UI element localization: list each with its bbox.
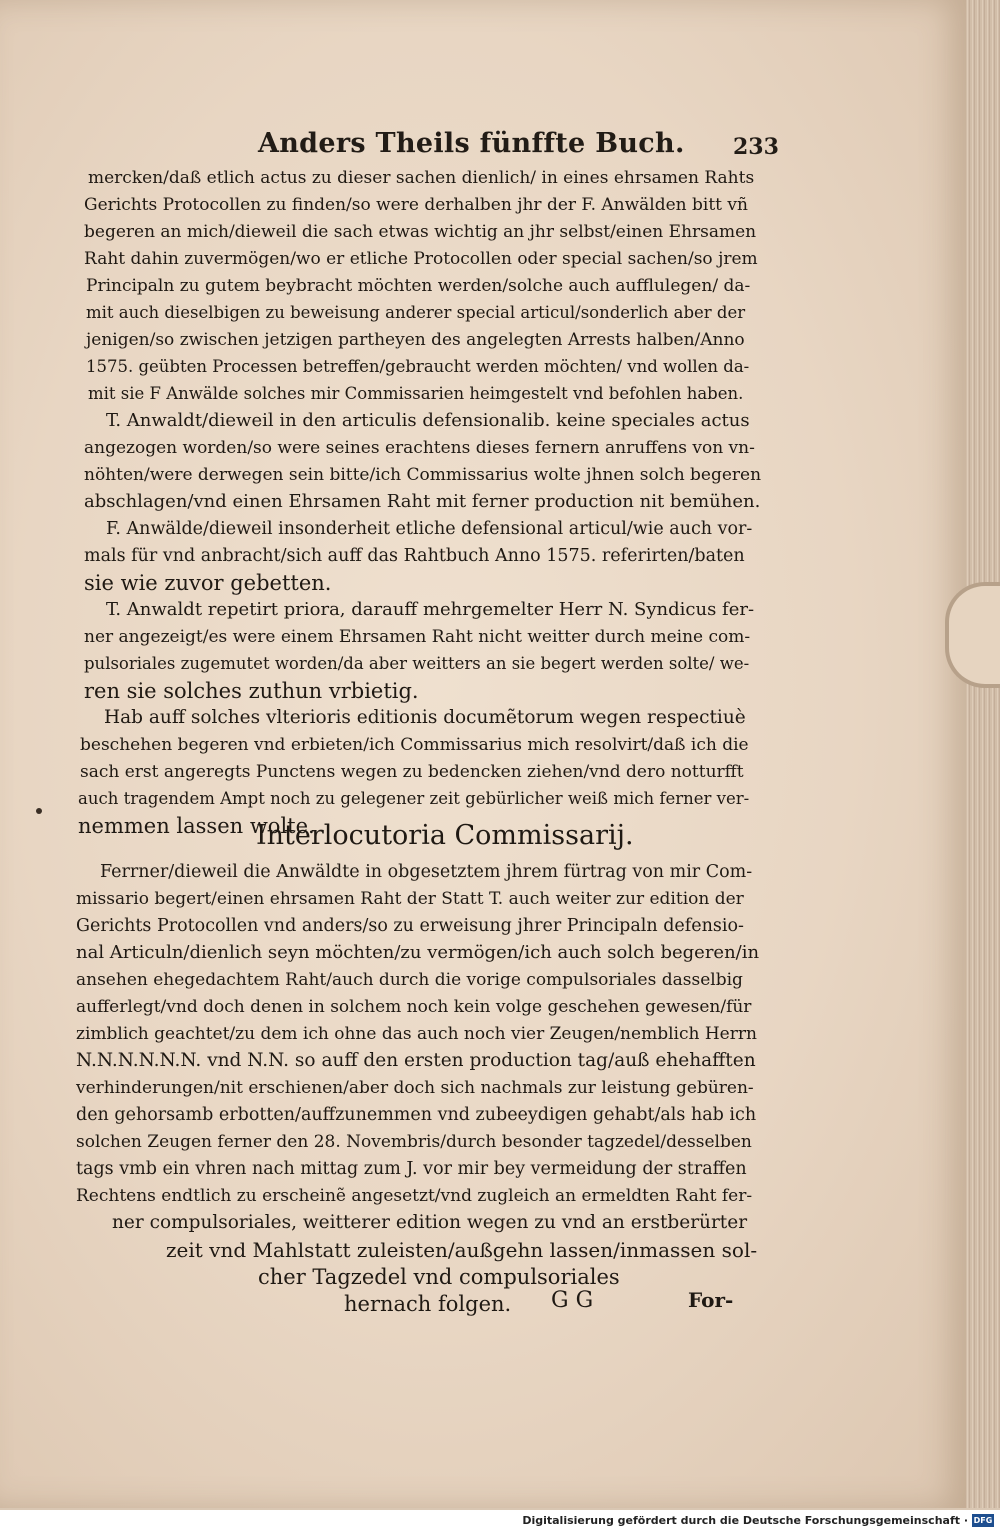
text-line: T. Anwaldt repetirt priora, darauff mehrgemelter Herr N. Syndicus fer- [106, 599, 755, 620]
text-line: abschlagen/vnd einen Ehrsamen Raht mit ferner production nit bemühen. [84, 491, 761, 512]
text-line: mercken/daß etlich actus zu dieser sachen dienlich/ in eines ehrsamen Rahts [88, 168, 755, 188]
text-line: nöhten/were derwegen sein bitte/ich Commissarius wolte jhnen solch begeren [84, 465, 762, 485]
text-line: ner angezeigt/es were einem Ehrsamen Raht nicht weitter durch meine com- [84, 627, 751, 647]
text-line: verhinderungen/nit erschienen/aber doch sich nachmals zur leistung gebüren- [76, 1078, 754, 1098]
text-line: Ferrner/dieweil die Anwäldte in obgesetztem jhrem fürtrag von mir Com- [100, 862, 753, 882]
text-line: aufferlegt/vnd doch denen in solchem noch kein volge geschehen gewesen/für [76, 997, 752, 1017]
text-line: Hab auff solches vlterioris editionis documẽtorum wegen respectiuè [104, 707, 746, 728]
text-line: ren sie solches zuthun vrbietig. [84, 679, 419, 703]
text-line: T. Anwaldt/dieweil in den articulis defensionalib. keine speciales actus [106, 410, 750, 431]
text-line: angezogen worden/so were seines erachtens dieses fernern anruffens von vn- [84, 438, 755, 458]
text-line: N.N.N.N.N.N. vnd N.N. so auff den ersten production tag/auß ehehafften [76, 1050, 756, 1071]
text-line: ner compulsoriales, weitterer edition wegen zu vnd an erstberürter [112, 1212, 748, 1233]
text-line: Gerichts Protocollen vnd anders/so zu erweisung jhrer Principaln defensio- [76, 916, 744, 936]
text-line: jenigen/so zwischen jetzigen partheyen des angelegten Arrests halben/Anno [86, 330, 745, 350]
text-line: 1575. geübten Processen betreffen/gebraucht werden möchten/ vnd wollen da- [86, 357, 750, 376]
page-edges [966, 0, 1000, 1508]
running-head: Anders Theils fünffte Buch. [258, 128, 685, 159]
text-line: zeit vnd Mahlstatt zuleisten/außgehn lassen/inmassen sol- [166, 1238, 758, 1262]
text-line: Principaln zu gutem beybracht möchten werden/solche auch aufflulegen/ da- [86, 276, 751, 296]
page-number: 233 [733, 134, 779, 160]
book-clasp [945, 582, 1000, 688]
section-heading: Interlocutoria Commissarij. [256, 820, 634, 851]
text-line: missario begert/einen ehrsamen Raht der Statt T. auch weiter zur edition der [76, 889, 744, 909]
signature-mark: G G [551, 1288, 594, 1313]
text-line: cher Tagzedel vnd compulsoriales [258, 1265, 620, 1289]
catchword: For- [688, 1288, 734, 1312]
text-line: zimblich geachtet/zu dem ich ohne das auch noch vier Zeugen/nemblich Herrn [76, 1024, 757, 1044]
text-line: ansehen ehegedachtem Raht/auch durch die vorige compulsoriales dasselbig [76, 970, 743, 990]
text-line: mals für vnd anbracht/sich auff das Rahtbuch Anno 1575. referirten/baten [84, 546, 745, 566]
text-line: tags vmb ein vhren nach mittag zum J. vor mir bey vermeidung der straffen [76, 1159, 747, 1179]
text-line: mit sie F Anwälde solches mir Commissarien heimgestelt vnd befohlen haben. [88, 384, 744, 403]
text-line: solchen Zeugen ferner den 28. Novembris/durch besonder tagzedel/desselben [76, 1132, 752, 1152]
footer-bar [0, 1510, 1000, 1532]
footer-credit: Digitalisierung gefördert durch die Deutsche Forschungsgemeinschaft · [522, 1514, 968, 1527]
text-line: begeren an mich/dieweil die sach etwas wichtig an jhr selbst/einen Ehrsamen [84, 222, 757, 242]
text-line: pulsoriales zugemutet worden/da aber weitters an sie begert werden solte/ we- [84, 654, 750, 673]
text-line: hernach folgen. [344, 1292, 512, 1316]
text-line: den gehorsamb erbotten/auffzunemmen vnd zubeeydigen gehabt/als hab ich [76, 1105, 757, 1125]
text-line: beschehen begeren vnd erbieten/ich Commissarius mich resolvirt/daß ich die [80, 735, 749, 755]
text-line: Gerichts Protocollen zu finden/so were derhalben jhr der F. Anwälden bitt vñ [84, 195, 748, 215]
text-line: nemmen lassen wolte. [78, 814, 315, 838]
dfg-logo-icon: DFG [973, 1516, 993, 1525]
text-line: Rechtens endtlich zu erscheinẽ angesetzt/vnd zugleich an ermeldten Raht fer- [76, 1186, 753, 1206]
text-line: sie wie zuvor gebetten. [84, 571, 332, 595]
text-line: mit auch dieselbigen zu beweisung anderer special articul/sonderlich aber der [86, 303, 746, 322]
text-line: Raht dahin zuvermögen/wo er etliche Protocollen oder special sachen/so jrem [84, 249, 758, 269]
text-line: nal Articuln/dienlich seyn möchten/zu vermögen/ich auch solch begeren/in [76, 942, 760, 963]
ink-spot [36, 808, 42, 814]
text-line: F. Anwälde/dieweil insonderheit etliche defensional articul/wie auch vor- [106, 519, 753, 539]
text-line: sach erst angeregts Punctens wegen zu bedencken ziehen/vnd dero notturfft [80, 762, 744, 782]
text-line: auch tragendem Ampt noch zu gelegener zeit gebürlicher weiß mich ferner ver- [78, 789, 750, 808]
